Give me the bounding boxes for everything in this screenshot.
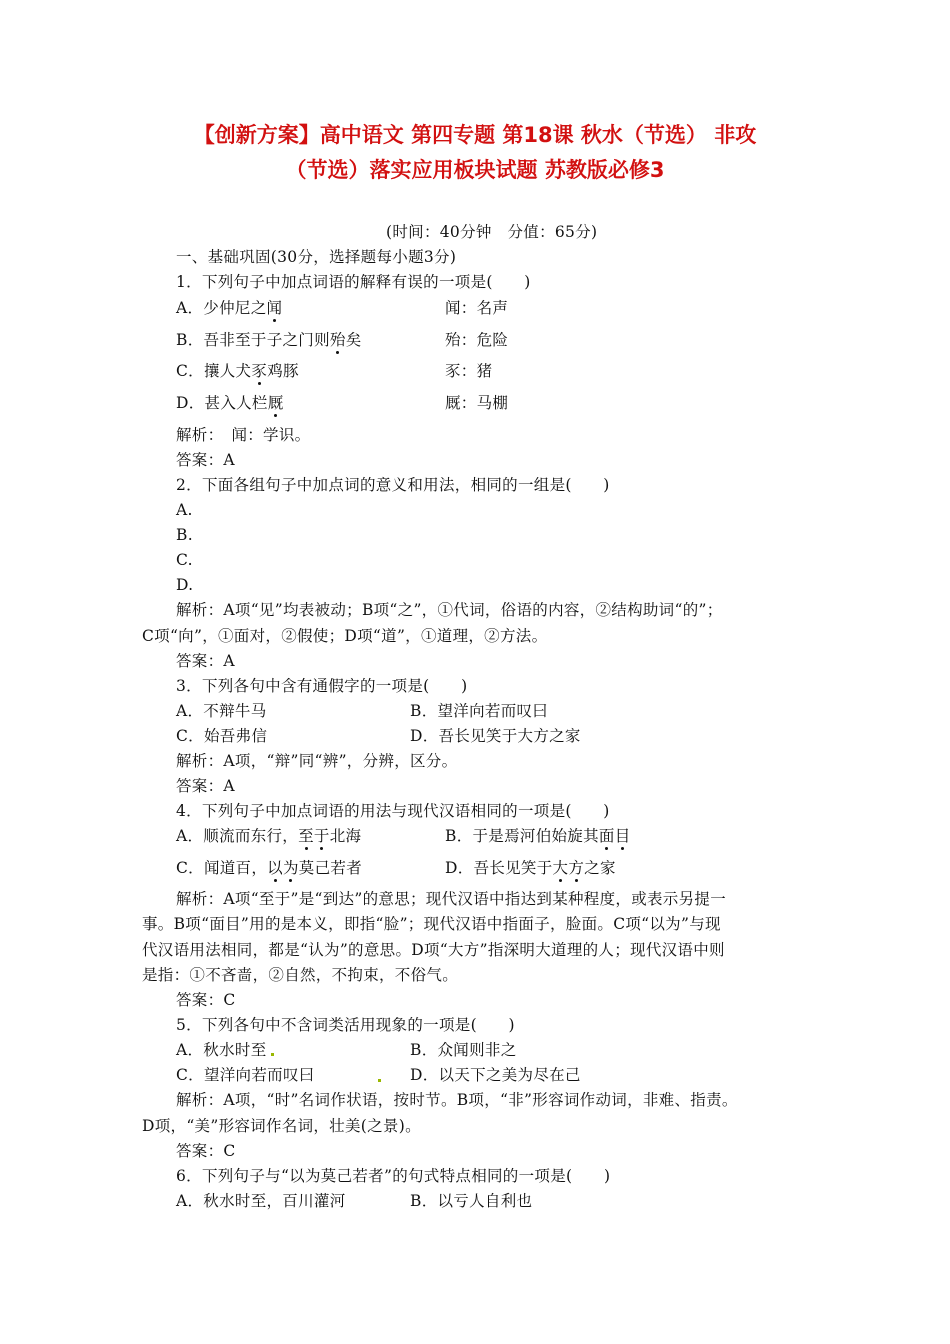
q5-answer: 答案：C [176,1142,236,1160]
q3-answer: 答案：A [176,777,235,795]
q1-option-c: C．攘人犬豕鸡豚 [176,362,299,380]
q2-analysis-line-1: 解析：A项“见”均表被动；B项“之”，①代词，俗语的内容，②结构助词“的”； [176,601,723,619]
q5-option-c: C．望洋向若而叹曰 [176,1066,315,1084]
q1-answer: 答案：A [176,451,235,469]
q4-answer: 答案：C [176,991,236,1009]
q1-option-d-gloss: 厩：马棚 [445,394,509,412]
q2-option-c: C. [176,551,193,569]
section-heading: 一、基础巩固(30分，选择题每小题3分) [176,248,457,266]
q1-option-a-gloss: 闻：名声 [445,299,509,317]
q4-option-d: D．吾长见笑于大方之家 [445,859,616,877]
q2-option-d: D. [176,576,194,594]
title-line-2: （节选）落实应用板块试题 苏教版必修3 [285,158,665,182]
q4-analysis-line-3: 代汉语用法相同，都是“认为”的意思。D项“大方”指深明大道理的人；现代汉语中则 [142,941,725,959]
question-6-stem: 6．下列句子与“以为莫己若者”的句式特点相同的一项是( ) [176,1167,611,1185]
scan-speck [378,1079,381,1082]
q5-analysis-line-2: D项，“美”形容词作名词，壮美(之景)。 [142,1117,421,1135]
q2-analysis-line-2: C项“向”，①面对，②假使；D项“道”，①道理，②方法。 [142,627,548,645]
q5-analysis-line-1: 解析：A项，“时”名词作状语，按时节。B项，“非”形容词作动词，非难、指责。 [176,1091,738,1109]
q3-analysis: 解析：A项，“辩”同“辨”，分辨，区分。 [176,752,458,770]
q4-analysis-line-1: 解析：A项“至于”是“到达”的意思；现代汉语中指达到某种程度，或表示另提一 [176,890,726,908]
question-3-stem: 3．下列各句中含有通假字的一项是( ) [176,677,468,695]
q5-option-d: D．以天下之美为尽在己 [410,1066,581,1084]
q5-option-b: B．众闻则非之 [410,1041,517,1059]
q1-option-b: B．吾非至于子之门则殆矣 [176,331,362,349]
q1-option-b-gloss: 殆：危险 [445,331,509,349]
q2-answer: 答案：A [176,652,235,670]
question-5-stem: 5．下列各句中不含词类活用现象的一项是( ) [176,1016,515,1034]
q3-option-c: C．始吾弗信 [176,727,268,745]
q3-option-d: D．吾长见笑于大方之家 [410,727,581,745]
q2-option-b: B. [176,526,193,544]
q3-option-b: B．望洋向若而叹曰 [410,702,549,720]
q2-option-a: A. [176,501,193,519]
q3-option-a: A．不辩牛马 [176,702,267,720]
exam-meta: (时间：40分钟 分值：65分) [386,223,598,241]
q5-option-a: A．秋水时至 [176,1041,267,1059]
question-4-stem: 4．下列句子中加点词语的用法与现代汉语相同的一项是( ) [176,802,610,820]
q1-analysis: 解析： 闻：学识。 [176,426,311,444]
q4-option-a: A．顺流而东行，至于北海 [176,827,362,845]
q6-option-a: A．秋水时至，百川灌河 [176,1192,346,1210]
title-line-1: 【创新方案】高中语文 第四专题 第18课 秋水（节选） 非攻 [193,123,757,147]
q4-analysis-line-2: 事。B项“面目”用的是本义，即指“脸”；现代汉语中指面子，脸面。C项“以为”与现 [142,915,721,933]
q4-option-b: B．于是焉河伯始旋其面目 [445,827,631,845]
q4-option-c: C．闻道百，以为莫己若者 [176,859,362,877]
q1-option-d: D．甚入人栏厩 [176,394,284,412]
scan-speck [271,1053,274,1056]
document-title [0,118,950,188]
question-2-stem: 2．下面各组句子中加点词的意义和用法，相同的一组是( ) [176,476,610,494]
q1-option-c-gloss: 豕：猪 [445,362,493,380]
question-1-stem: 1．下列句子中加点词语的解释有误的一项是( ) [176,273,531,291]
q6-option-b: B．以亏人自利也 [410,1192,533,1210]
q1-option-a: A．少仲尼之闻 [176,299,283,317]
q4-analysis-line-4: 是指：①不吝啬，②自然，不拘束，不俗气。 [142,966,459,984]
